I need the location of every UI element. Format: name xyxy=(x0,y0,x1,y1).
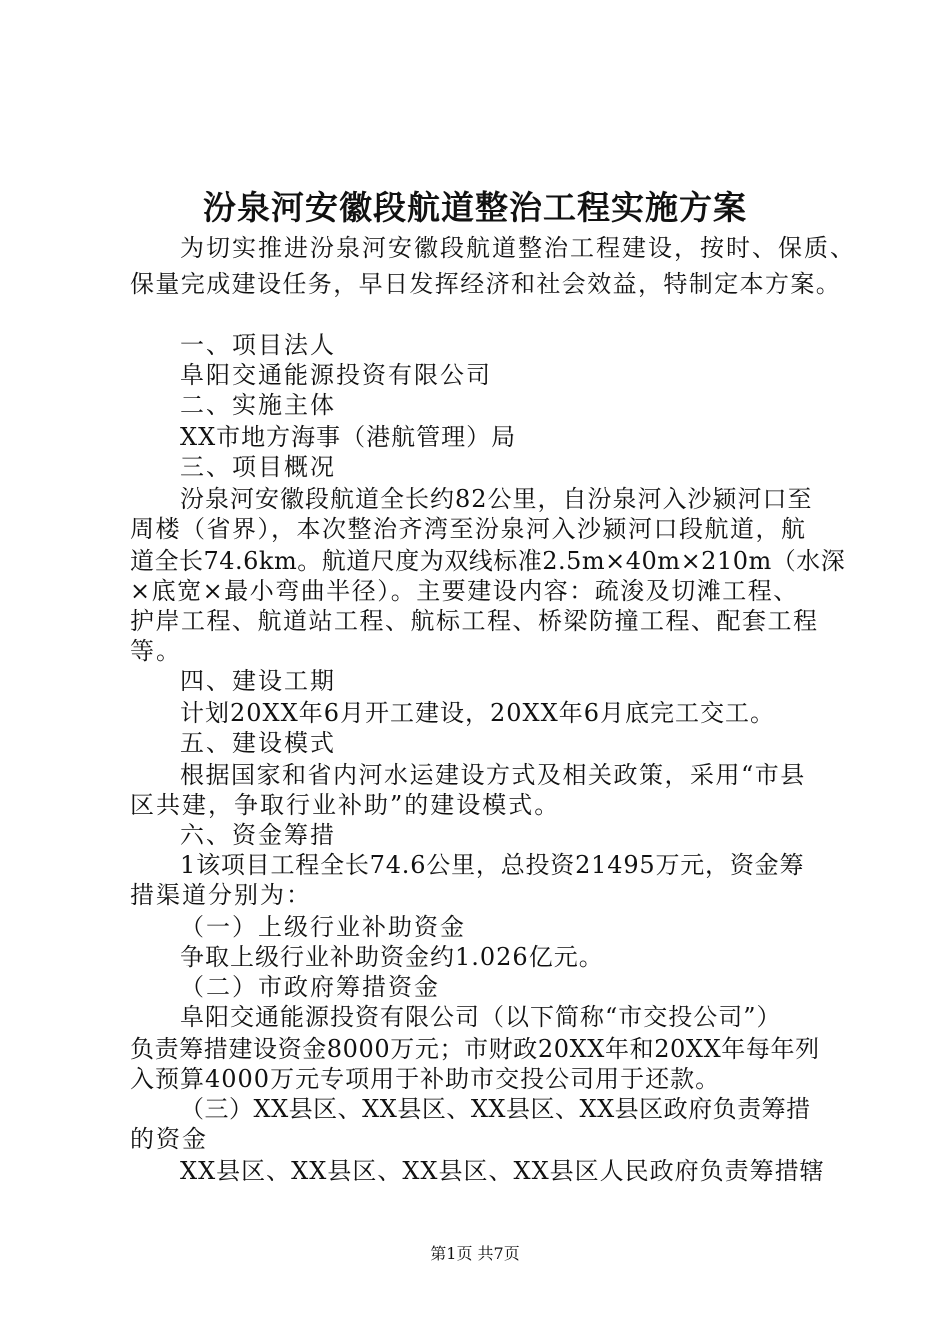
section-heading: 一、项目法人 xyxy=(180,331,336,359)
paragraph-line: 护岸工程、航道站工程、航标工程、桥梁防撞工程、配套工程 xyxy=(130,607,819,635)
paragraph-line: 计划20XX年6月开工建设，20XX年6月底完工交工。 xyxy=(180,699,775,727)
paragraph-line: XX市地方海事（港航管理）局 xyxy=(180,423,517,451)
paragraph-line: 阜阳交通能源投资有限公司 xyxy=(180,361,492,389)
page-number-footer: 第1页 共7页 xyxy=(430,1244,520,1263)
subsection-heading: （一）上级行业补助资金 xyxy=(180,913,466,941)
paragraph-line: 汾泉河安徽段航道全长约82公里，自汾泉河入沙颍河口至 xyxy=(180,485,813,513)
section-heading: 四、建设工期 xyxy=(180,667,336,695)
paragraph-line: 保量完成建设任务，早日发挥经济和社会效益，特制定本方案。 xyxy=(130,270,842,298)
paragraph-line: 区共建，争取行业补助”的建设模式。 xyxy=(130,791,561,819)
paragraph-line: 措渠道分别为： xyxy=(130,881,312,909)
paragraph-line: 周楼（省界），本次整治齐湾至汾泉河入沙颍河口段航道，航 xyxy=(130,515,807,543)
paragraph-line: XX县区、XX县区、XX县区、XX县区人民政府负责筹措辖 xyxy=(180,1157,825,1185)
paragraph-line: 根据国家和省内河水运建设方式及相关政策，采用“市县 xyxy=(180,761,806,789)
paragraph-line: 的资金 xyxy=(130,1125,208,1153)
paragraph-line: 入预算4000万元专项用于补助市交投公司用于还款。 xyxy=(130,1065,721,1093)
paragraph-line: 负责筹措建设资金8000万元；市财政20XX年和20XX年每年列 xyxy=(130,1035,820,1063)
subsection-heading: （三）XX县区、XX县区、XX县区、XX县区政府负责筹措 xyxy=(180,1095,811,1123)
paragraph-line: 阜阳交通能源投资有限公司（以下简称“市交投公司”） xyxy=(180,1003,782,1031)
document-title: 汾泉河安徽段航道整治工程实施方案 xyxy=(203,188,747,227)
section-heading: 五、建设模式 xyxy=(180,729,336,757)
section-heading: 三、项目概况 xyxy=(180,453,336,481)
paragraph-line: 等。 xyxy=(130,637,182,665)
paragraph-line: 争取上级行业补助资金约1.026亿元。 xyxy=(180,943,604,971)
subsection-heading: （二）市政府筹措资金 xyxy=(180,973,440,1001)
paragraph-line: 道全长74.6km。航道尺度为双线标准2.5m×40m×210m（水深 xyxy=(130,547,846,575)
paragraph-line: 为切实推进汾泉河安徽段航道整治工程建设，按时、保质、 xyxy=(180,234,856,262)
section-heading: 六、资金筹措 xyxy=(180,821,336,849)
paragraph-line: 1该项目工程全长74.6公里，总投资21495万元，资金筹 xyxy=(180,851,805,879)
section-heading: 二、实施主体 xyxy=(180,391,336,419)
paragraph-line: ×底宽×最小弯曲半径）。主要建设内容：疏浚及切滩工程、 xyxy=(130,577,799,605)
